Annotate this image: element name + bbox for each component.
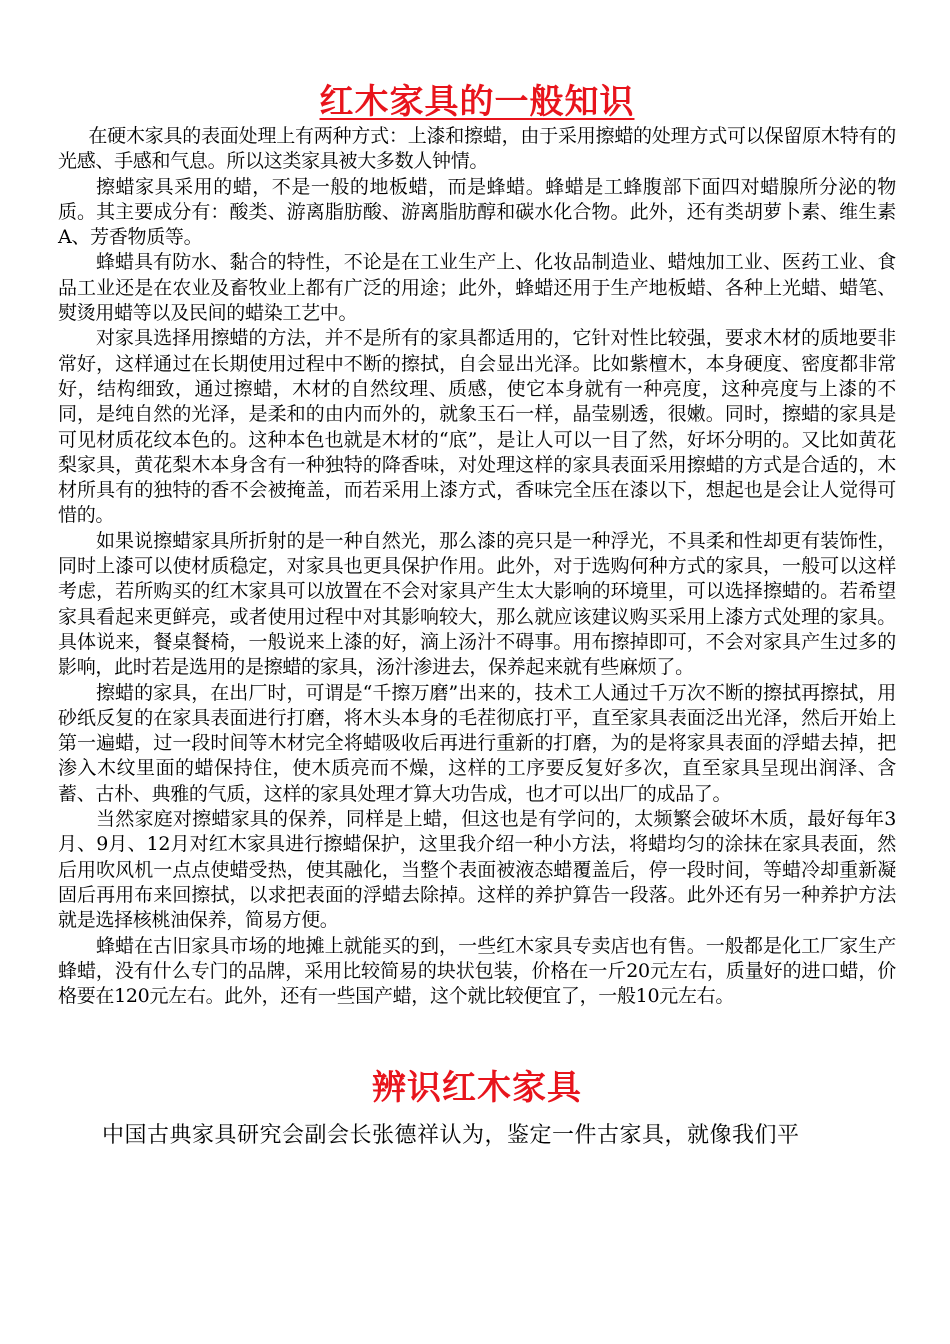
section-title: 辨识红木家具 [372, 1068, 582, 1109]
article-paragraph: 擦蜡家具采用的蜡，不是一般的地板蜡，而是蜂蜡。蜂蜡是工蜂腹部下面四对蜡腺所分泌的物质。其主要成分有：酸类、游离脂肪酸、游离脂肪醇和碳水化合物。此外，还有类胡萝卜素、维生素A、芳香物质等。 [58, 175, 896, 249]
article-paragraph: 如果说擦蜡家具所折射的是一种自然光，那么漆的亮只是一种浮光，不具柔和性却更有装饰性，同时上漆可以使材质稳定，对家具也更具保护作用。此外，对于选购何种方式的家具，一般可以这样考虑，若所购买的红木家具可以放置在不会对家具产生太大影响的环境里，可以选择擦蜡的。若希望家具看起来更鲜亮，或者使用过程中对其影响较大，那么就应该建议购买采用上漆方式处理的家具。具体说来，餐桌餐椅，一般说来上漆的好，滴上汤汁不碍事。用布擦掉即可，不会对家具产生过多的影响，此时若是选用的是擦蜡的家具，汤汁渗进去，保养起来就有些麻烦了。 [58, 529, 896, 679]
article-paragraph: 当然家庭对擦蜡家具的保养，同样是上蜡，但这也是有学问的，太频繁会破坏木质，最好每年3月、9月、12月对红木家具进行擦蜡保护，这里我介绍一种小方法，将蜡均匀的涂抹在家具表面，然后用吹风机一点点使蜡受热，使其融化，当整个表面被液态蜡覆盖后，停一段时间，等蜡冷却重新凝固后再用布来回擦拭，以求把表面的浮蜡去除掉。这样的养护算告一段落。此外还有另一种养护方法就是选择核桃油保养，简易方便。 [58, 808, 896, 932]
article-paragraph: 在硬木家具的表面处理上有两种方式：上漆和擦蜡，由于采用擦蜡的处理方式可以保留原木特有的光感、手感和气息。所以这类家具被大多数人钟情。 [58, 125, 896, 173]
article-body [58, 124, 896, 1009]
section-intro-paragraph: 中国古典家具研究会副会长张德祥认为，鉴定一件古家具，就像我们平 [102, 1123, 800, 1149]
document-page [58, 80, 896, 1151]
article-paragraph: 擦蜡的家具，在出厂时，可谓是“千擦万磨”出来的，技术工人通过千万次不断的擦拭再擦拭，用砂纸反复的在家具表面进行打磨，将木头本身的毛茬彻底打平，直至家具表面泛出光泽，然后开始上第一遍蜡，过一段时间等木材完全将蜡吸收后再进行重新的打磨，为的是将家具表面的浮蜡去掉，把渗入木纹里面的蜡保持住，使木质亮而不燥，这样的工序要反复好多次，直至家具呈现出润泽、含蓄、古朴、典雅的气质，这样的家具处理才算大功告成，也才可以出厂的成品了。 [58, 681, 896, 805]
article-paragraph: 对家具选择用擦蜡的方法，并不是所有的家具都适用的，它针对性比较强，要求木材的质地要非常好，这样通过在长期使用过程中不断的擦拭，自会显出光泽。比如紫檀木，本身硬度、密度都非常好，结构细致，通过擦蜡，木材的自然纹理、质感，使它本身就有一种亮度，这种亮度与上漆的不同，是纯自然的光泽，是柔和的由内而外的，就象玉石一样，晶莹剔透，很嫩。同时，擦蜡的家具是可见材质花纹本色的。这种本色也就是木材的“底”，是让人可以一目了然，好坏分明的。又比如黄花梨家具，黄花梨木本身含有一种独特的降香味，对处理这样的家具表面采用擦蜡的方式是合适的，木材所具有的独特的香不会被掩盖，而若采用上漆方式，香味完全压在漆以下，想起也是会让人觉得可惜的。 [58, 327, 896, 527]
article-paragraph: 蜂蜡在古旧家具市场的地摊上就能买的到，一些红木家具专卖店也有售。一般都是化工厂家生产蜂蜡，没有什么专门的品牌，采用比较简易的块状包装，价格在一斤20元左右，质量好的进口蜡，价格要在120元左右。此外，还有一些国产蜡，这个就比较便宜了，一般10元左右。 [58, 934, 896, 1008]
article-title: 红木家具的一般知识 [319, 82, 635, 122]
article-paragraph: 蜂蜡具有防水、黏合的特性，不论是在工业生产上、化妆品制造业、蜡烛加工业、医药工业、食品工业还是在农业及畜牧业上都有广泛的用途；此外，蜂蜡还用于生产地板蜡、各种上光蜡、蜡笔、熨烫用蜡等以及民间的蜡染工艺中。 [58, 251, 896, 325]
